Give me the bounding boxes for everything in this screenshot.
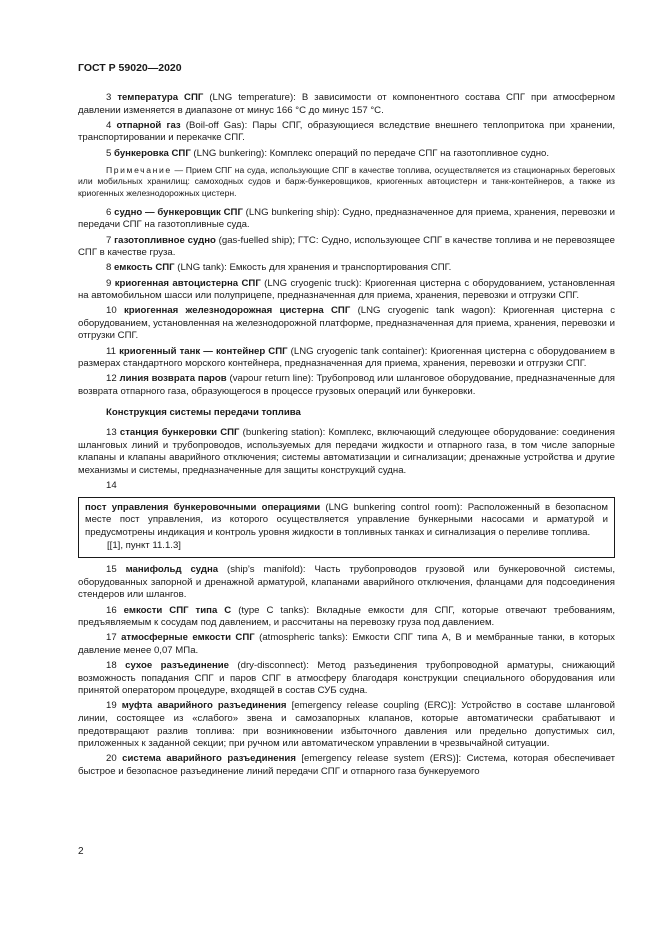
term-definition: (bunkering station): Комплекс, включающий следующее оборудование: соединения шланговых линий и трубопроводов, используемых для передачи жидкости и отпарного газа, в том числе запорные клапаны и клапаны аварийного отключения; системы автоматизации и сигнализации; дренажные устройства и другие механизмы и системы, предназначенные для защиты конструкций судна.: [78, 427, 615, 477]
term-paragraph: [78, 148, 615, 161]
term-name: бункеровка СПГ: [114, 147, 191, 159]
term-paragraph: [78, 660, 615, 698]
term-definition: (LNG bunkering): Комплекс операций по передаче СПГ на газотопливное судно.: [190, 147, 550, 159]
term-name: криогенная автоцистерна СПГ: [114, 277, 261, 289]
term-paragraph: [78, 753, 615, 778]
document-body: [78, 92, 615, 781]
term-name: отпарной газ: [116, 119, 181, 131]
term-paragraph: [78, 278, 615, 303]
term-number: 4: [106, 119, 112, 131]
term-definition: [emergency release coupling (ERC)]: Устройство в составе шланговой линии, состоящее из «слабого» звена и самозапорных клапанов, которые автоматически срабатывают и предотвращают разлив топлива: при возникновении избыточного давления или предельно допустимых сил, приложенных к заданной секции; при ручном или автоматическом управлении в чрезвычайной ситуации.: [78, 700, 615, 750]
term-number: 19: [106, 700, 117, 712]
term-definition: (type C tanks): Вкладные емкости для СПГ, которые отвечают требованиям, предъявляемым к сосудам под давлением, и рассчитаны на перевозку груза под давлением.: [78, 604, 616, 629]
document-header: ГОСТ Р 59020—2020: [78, 62, 182, 74]
term-number: 6: [106, 206, 112, 218]
term-name: станция бункеровки СПГ: [119, 427, 240, 439]
term-number: 11: [106, 345, 116, 357]
term-number: 18: [106, 660, 117, 672]
term-name: судно — бункеровщик СПГ: [114, 206, 243, 218]
term-definition: (LNG cryogenic truck): Криогенная цистерна с оборудованием, установленная на автомобильном шасси или полуприцепе, предназначенная для приема, хранения, перевозки и отгрузки СПГ.: [78, 277, 615, 302]
term-paragraph: [78, 700, 615, 750]
term-paragraph: [78, 262, 615, 275]
terms-list-mid: [78, 207, 615, 399]
term-paragraph: [78, 605, 615, 630]
term-paragraph: [78, 564, 615, 602]
term-number: 15: [106, 564, 117, 576]
term-name: криогенная железнодорожная цистерна СПГ: [123, 305, 351, 317]
term-definition: (atmospheric tanks): Емкости СПГ типа А, В и мембранные танки, в которых давление менее 0,07 МПа.: [78, 632, 615, 656]
terms-list-bottom: [78, 564, 615, 778]
term-number: 5: [106, 147, 112, 159]
section-title: Конструкция системы передачи топлива: [106, 406, 301, 418]
term-paragraph: [78, 305, 615, 343]
term-definition: (LNG cryogenic tank container): Криогенная цистерна с оборудованием в размерах стандартного морского контейнера, предназначенная для приема, хранения, перевозки и отгрузки СПГ.: [78, 345, 615, 370]
term-name: муфта аварийного разъединения: [121, 700, 287, 712]
term-number: 10: [106, 305, 117, 317]
term-definition: (vapour return line): Трубопровод или шланговое оборудование, предназначенные для возврата отпарного газа, образующегося в процессе грузовых операций или бункеровки.: [78, 373, 616, 398]
term-definition: (LNG bunkering ship): Судно, предназначенное для приема, хранения, перевозки и передачи СПГ на газотопливные суда.: [78, 206, 616, 231]
term-paragraph: [78, 92, 615, 117]
term-name: линия возврата паров: [119, 373, 227, 385]
term-paragraph: [78, 120, 615, 145]
note-label: Примечание: [106, 165, 172, 176]
note-text: — Прием СПГ на суда, использующие СПГ в качестве топлива, осуществляется из стационарных береговых или мобильных хранилищ: самоходных судов и барж-бункеровщиков, криогенных автоцистерн и танк-контейнеров, а также из криогенных железнодорожных цистерн.: [78, 165, 615, 198]
term-number-14: 14: [106, 480, 117, 492]
boxed-term-definition: (LNG bunkering control room): Расположенный в безопасном месте пост управления, из которого осуществляется управление бункерными насосами и арматурой и предусмотрены индикация и контроль уровня жидкости в топливных танках и сигнализация о переливе топлива.: [85, 501, 609, 538]
boxed-term-paragraph: [85, 502, 608, 540]
boxed-term-reference: [[1], пункт 11.1.3]: [107, 539, 181, 551]
term-name: температура СПГ: [117, 92, 204, 103]
term-number: 17: [106, 632, 117, 644]
term-name: емкость СПГ: [114, 262, 175, 274]
term-paragraph: [78, 346, 615, 371]
term-name: сухое разъединение: [125, 660, 229, 672]
term-paragraph: [78, 235, 615, 260]
term-definition: (dry-disconnect): Метод разъединения трубопроводной арматуры, снижающий возможность попадания СПГ и паров СПГ в атмосферу благодаря конструкции специального оборудования или принятой оператором процедуре, входящей в состав СУБ судна.: [78, 660, 615, 697]
term-number: 8: [106, 262, 112, 274]
term-number: 20: [106, 753, 117, 765]
term-definition: (ship’s manifold): Часть трубопроводов грузовой или бункеровочной системы, оборудованных запорной и дренажной арматурой, клапанами аварийного отключения, фланцами для подсоединения стендеров или шлангов.: [78, 564, 615, 601]
terms-list-top: [78, 92, 615, 160]
page-number: 2: [78, 846, 84, 857]
term-definition: (LNG cryogenic tank wagon): Криогенная цистерна с оборудованием, установленная на железнодорожной платформе, предназначенная для приема, хранения, перевозки и отгрузки СПГ.: [78, 305, 616, 342]
term-number: 13: [106, 427, 117, 439]
term-number: 9: [106, 277, 112, 289]
term-paragraph: [78, 632, 615, 657]
term-name: емкости СПГ типа С: [123, 604, 232, 616]
term-paragraph-13: [78, 427, 615, 477]
term-number: 12: [106, 373, 117, 385]
term-definition: [emergency release system (ERS)]: Система, которая обеспечивает быстрое и безопасное разъединение линий передачи СПГ и отпарного газа бункеруемого: [78, 753, 615, 778]
term-number: 3: [106, 92, 112, 103]
term-paragraph: [78, 373, 615, 398]
boxed-term-name: пост управления бункеровочными операциями: [85, 501, 321, 513]
note-paragraph: [78, 165, 615, 199]
term-name: манифольд судна: [125, 564, 219, 576]
boxed-term: [78, 497, 615, 558]
term-number: 7: [106, 234, 112, 246]
term-definition: (LNG tank): Емкость для хранения и транспортирования СПГ.: [174, 262, 452, 274]
term-number: 16: [106, 604, 117, 616]
term-name: атмосферные емкости СПГ: [121, 632, 255, 644]
term-name: система аварийного разъединения: [122, 753, 296, 765]
term-definition: (LNG temperature): В зависимости от компонентного состава СПГ при атмосферном давлении изменяется в диапазоне от минус 166 °С до минус 157 °С.: [78, 92, 615, 116]
term-name: газотопливное судно: [114, 234, 216, 246]
term-paragraph: [78, 207, 615, 232]
term-definition: (Boil-off Gas): Пары СПГ, образующиеся вследствие внешнего теплопритока при хранении, транспортировании и перекачке СПГ.: [78, 119, 615, 144]
term-name: криогенный танк — контейнер СПГ: [119, 345, 288, 357]
term-definition: (gas-fuelled ship); ГТС: Судно, использующее СПГ в качестве топлива и не перевозящее СПГ в качестве груза.: [78, 234, 615, 259]
